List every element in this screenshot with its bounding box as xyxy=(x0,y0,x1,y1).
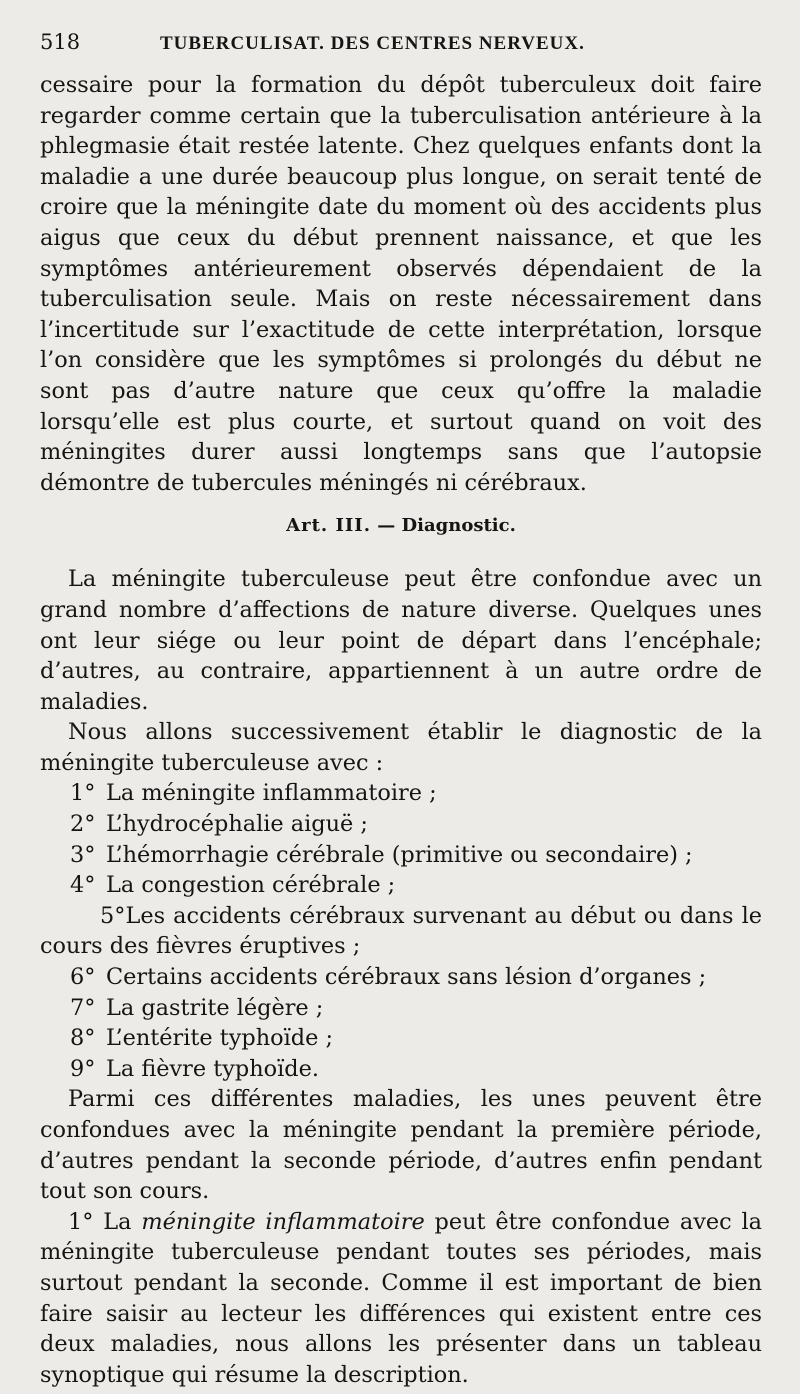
list-item: 7° La gastrite légère ; xyxy=(70,994,324,1021)
diagnosis-list xyxy=(40,778,762,1084)
list-item: 8° L’entérite typhoïde ; xyxy=(70,1025,334,1052)
paragraph-continued: cessaire pour la formation du dépôt tuberculeux doit faire regarder comme certain que la tuberculisation antérieure à la phlegmasie était restée latente. Chez quelques enfants dont la maladie a une durée beaucoup plus longue, on serait tenté de croire que la méningite date du moment où des accidents plus aigus que ceux du début prennent naissance, et que les symptômes antérieurement observés dépendaient de la tuberculisation seule. Mais on reste nécessairement dans l’incertitude sur l’exactitude de cette interprétation, lorsque l’on considère que les symptômes si prolongés du début ne sont pas d’autre nature que ceux qu’offre la maladie lorsqu’elle est plus courte, et surtout quand on voit des méningites durer aussi longtemps sans que l’autopsie démontre de tubercules méningés ni cérébraux. xyxy=(40,72,762,496)
running-header xyxy=(40,30,762,70)
paragraph-intro: La méningite tuberculeuse peut être confondue avec un grand nombre d’affections de nature diverse. Quelques unes ont leur siége ou leur point de départ dans l’encéphale; d’autres, au contraire, appartiennent à un autre ordre de maladies. xyxy=(40,566,762,715)
article-number: Art. III. xyxy=(286,515,371,537)
article-dash: — xyxy=(377,515,396,537)
paragraph-periods: Parmi ces différentes maladies, les unes peuvent être confondues avec la méningite pendant la première période, d’autres pendant la seconde période, d’autres enfin pendant tout son cours. xyxy=(40,1086,762,1205)
paragraph-list-lead: Nous allons successivement établir le diagnostic de la méningite tuberculeuse avec : xyxy=(40,719,762,776)
running-title: TUBERCULISAT. DES CENTRES NERVEUX. xyxy=(160,33,585,54)
page-number: 518 xyxy=(40,30,81,54)
page-body xyxy=(40,70,762,1390)
paragraph-number: 1° xyxy=(68,1208,94,1235)
emphasized-term: méningite inflammatoire xyxy=(141,1208,425,1235)
list-item: 4° La congestion cérébrale ; xyxy=(70,872,396,899)
list-item: 5°Les accidents cérébraux survenant au début ou dans le cours des fièvres éruptives ; xyxy=(40,902,762,960)
list-item: 9° La fièvre typhoïde. xyxy=(70,1055,319,1082)
article-title: Diagnostic. xyxy=(401,515,516,537)
paragraph-inflammatory: 1° La méningite inflammatoire peut être confondue avec la méningite tuberculeuse pendant toutes ses périodes, mais surtout pendant la seconde. Comme il est important de bien faire saisir au lecteur les différences qui existent entre ces deux maladies, nous allons les présenter dans un tableau synoptique qui résume la description. xyxy=(40,1208,763,1388)
article-heading xyxy=(40,512,762,540)
list-item: 6° Certains accidents cérébraux sans lésion d’organes ; xyxy=(70,964,707,991)
list-item: 3° L’hémorrhagie cérébrale (primitive ou secondaire) ; xyxy=(70,841,693,868)
list-item: 2° L’hydrocéphalie aiguë ; xyxy=(70,811,368,838)
list-item: 1° La méningite inflammatoire ; xyxy=(70,780,437,807)
